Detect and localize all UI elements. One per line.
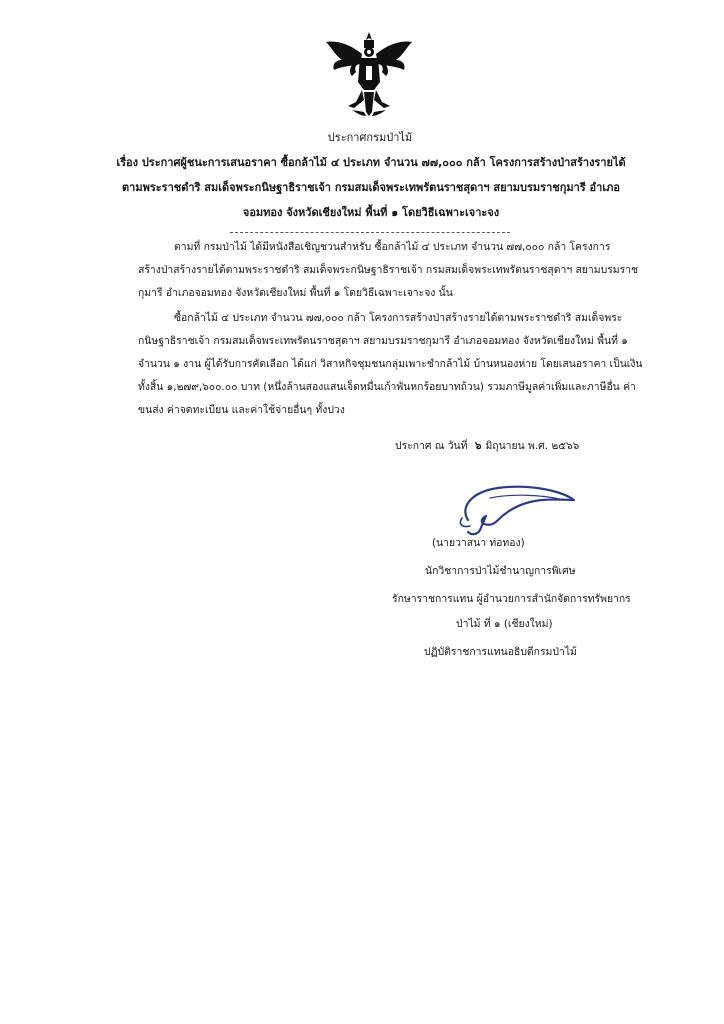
paragraph-invitation: [138, 236, 639, 305]
paragraph-award: [138, 307, 643, 422]
signatory-name: (นายวาสนา ท่อทอง): [432, 537, 525, 549]
paragraph-line: ทั้งสิ้น ๑,๒๗๙,๖๐๐.๐๐ บาท (หนึ่งล้านสองแสนเจ็ดหมื่นเก้าพันหกร้อยบาทถ้วน) รวมภาษีมูลค่าเพิ่มและภาษีอื่น ค่า: [138, 381, 636, 393]
subject-line: ตามพระราชดำริ สมเด็จพระกนิษฐาธิราชเจ้า กรมสมเด็จพระเทพรัตนราชสุดาฯ สยามบรมราชกุมารี อำเภอ: [122, 181, 620, 194]
subject-line: เรื่อง ประกาศผู้ชนะการเสนอราคา ซื้อกล้าไม้ ๔ ประเภท จำนวน ๗๗,๐๐๐ กล้า โครงการสร้างป่าสร้างรายได้: [116, 156, 626, 169]
announcement-date: [395, 437, 583, 454]
paragraph-line: ขนส่ง ค่าจดทะเบียน และค่าใช้จ่ายอื่นๆ ทั้งปวง: [138, 404, 345, 416]
paragraph-line: ตามที่ กรมป่าไม้ ได้มีหนังสือเชิญชวนสำหรับ ซื้อกล้าไม้ ๔ ประเภท จำนวน ๗๗,๐๐๐ กล้า โครงการ: [174, 241, 611, 253]
signatory-position: นักวิชาการป่าไม้ชำนาญการพิเศษ: [425, 565, 576, 577]
announce-day: ๖: [474, 440, 482, 452]
document-office-title: ประกาศกรมป่าไม้: [327, 131, 413, 144]
paragraph-line: กุมารี อำเภอจอมทอง จังหวัดเชียงใหม่ พื้นที่ ๑ โดยวิธีเฉพาะเจาะจง นั้น: [138, 287, 453, 299]
garuda-emblem-icon: [322, 30, 416, 118]
signatory-acting-line1: รักษาราชการแทน ผู้อำนวยการสำนักจัดการทรัพยากร: [392, 593, 631, 605]
signatory-acting-line2: ป่าไม้ ที่ ๑ (เชียงใหม่): [456, 618, 553, 630]
document-subject: [96, 150, 646, 225]
paragraph-line: ซื้อกล้าไม้ ๔ ประเภท จำนวน ๗๗,๐๐๐ กล้า โครงการสร้างป่าสร้างรายได้ตามพระราชดำริ สมเด็จพระ: [174, 312, 623, 324]
announce-label: ประกาศ ณ วันที่: [395, 440, 468, 452]
paragraph-line: จำนวน ๑ งาน ผู้ได้รับการคัดเลือก ได้แก่ วิสาหกิจชุมชนกลุ่มเพาะชำกล้าไม้ บ้านหนองห่าย โดยเสนอราคา เป็นเงิน: [138, 358, 643, 370]
divider-line: [230, 232, 510, 233]
signatory-on-behalf: ปฏิบัติราชการแทนอธิบดีกรมป่าไม้: [424, 646, 577, 658]
announce-month-year: มิถุนายน พ.ศ. ๒๕๖๖: [485, 440, 580, 452]
paragraph-line: กนิษฐาธิราชเจ้า กรมสมเด็จพระเทพรัตนราชสุดาฯ สยามบรมราชกุมารี อำเภอจอมทอง จังหวัดเชียงใหม่ พื้นที่ ๑: [138, 335, 628, 347]
subject-line: จอมทอง จังหวัดเชียงใหม่ พื้นที่ ๑ โดยวิธีเฉพาะเจาะจง: [242, 206, 500, 219]
paragraph-line: สร้างป่าสร้างรายได้ตามพระราชดำริ สมเด็จพระกนิษฐาธิราชเจ้า กรมสมเด็จพระเทพรัตนราชสุดาฯ สยามบรมราช: [138, 264, 639, 276]
